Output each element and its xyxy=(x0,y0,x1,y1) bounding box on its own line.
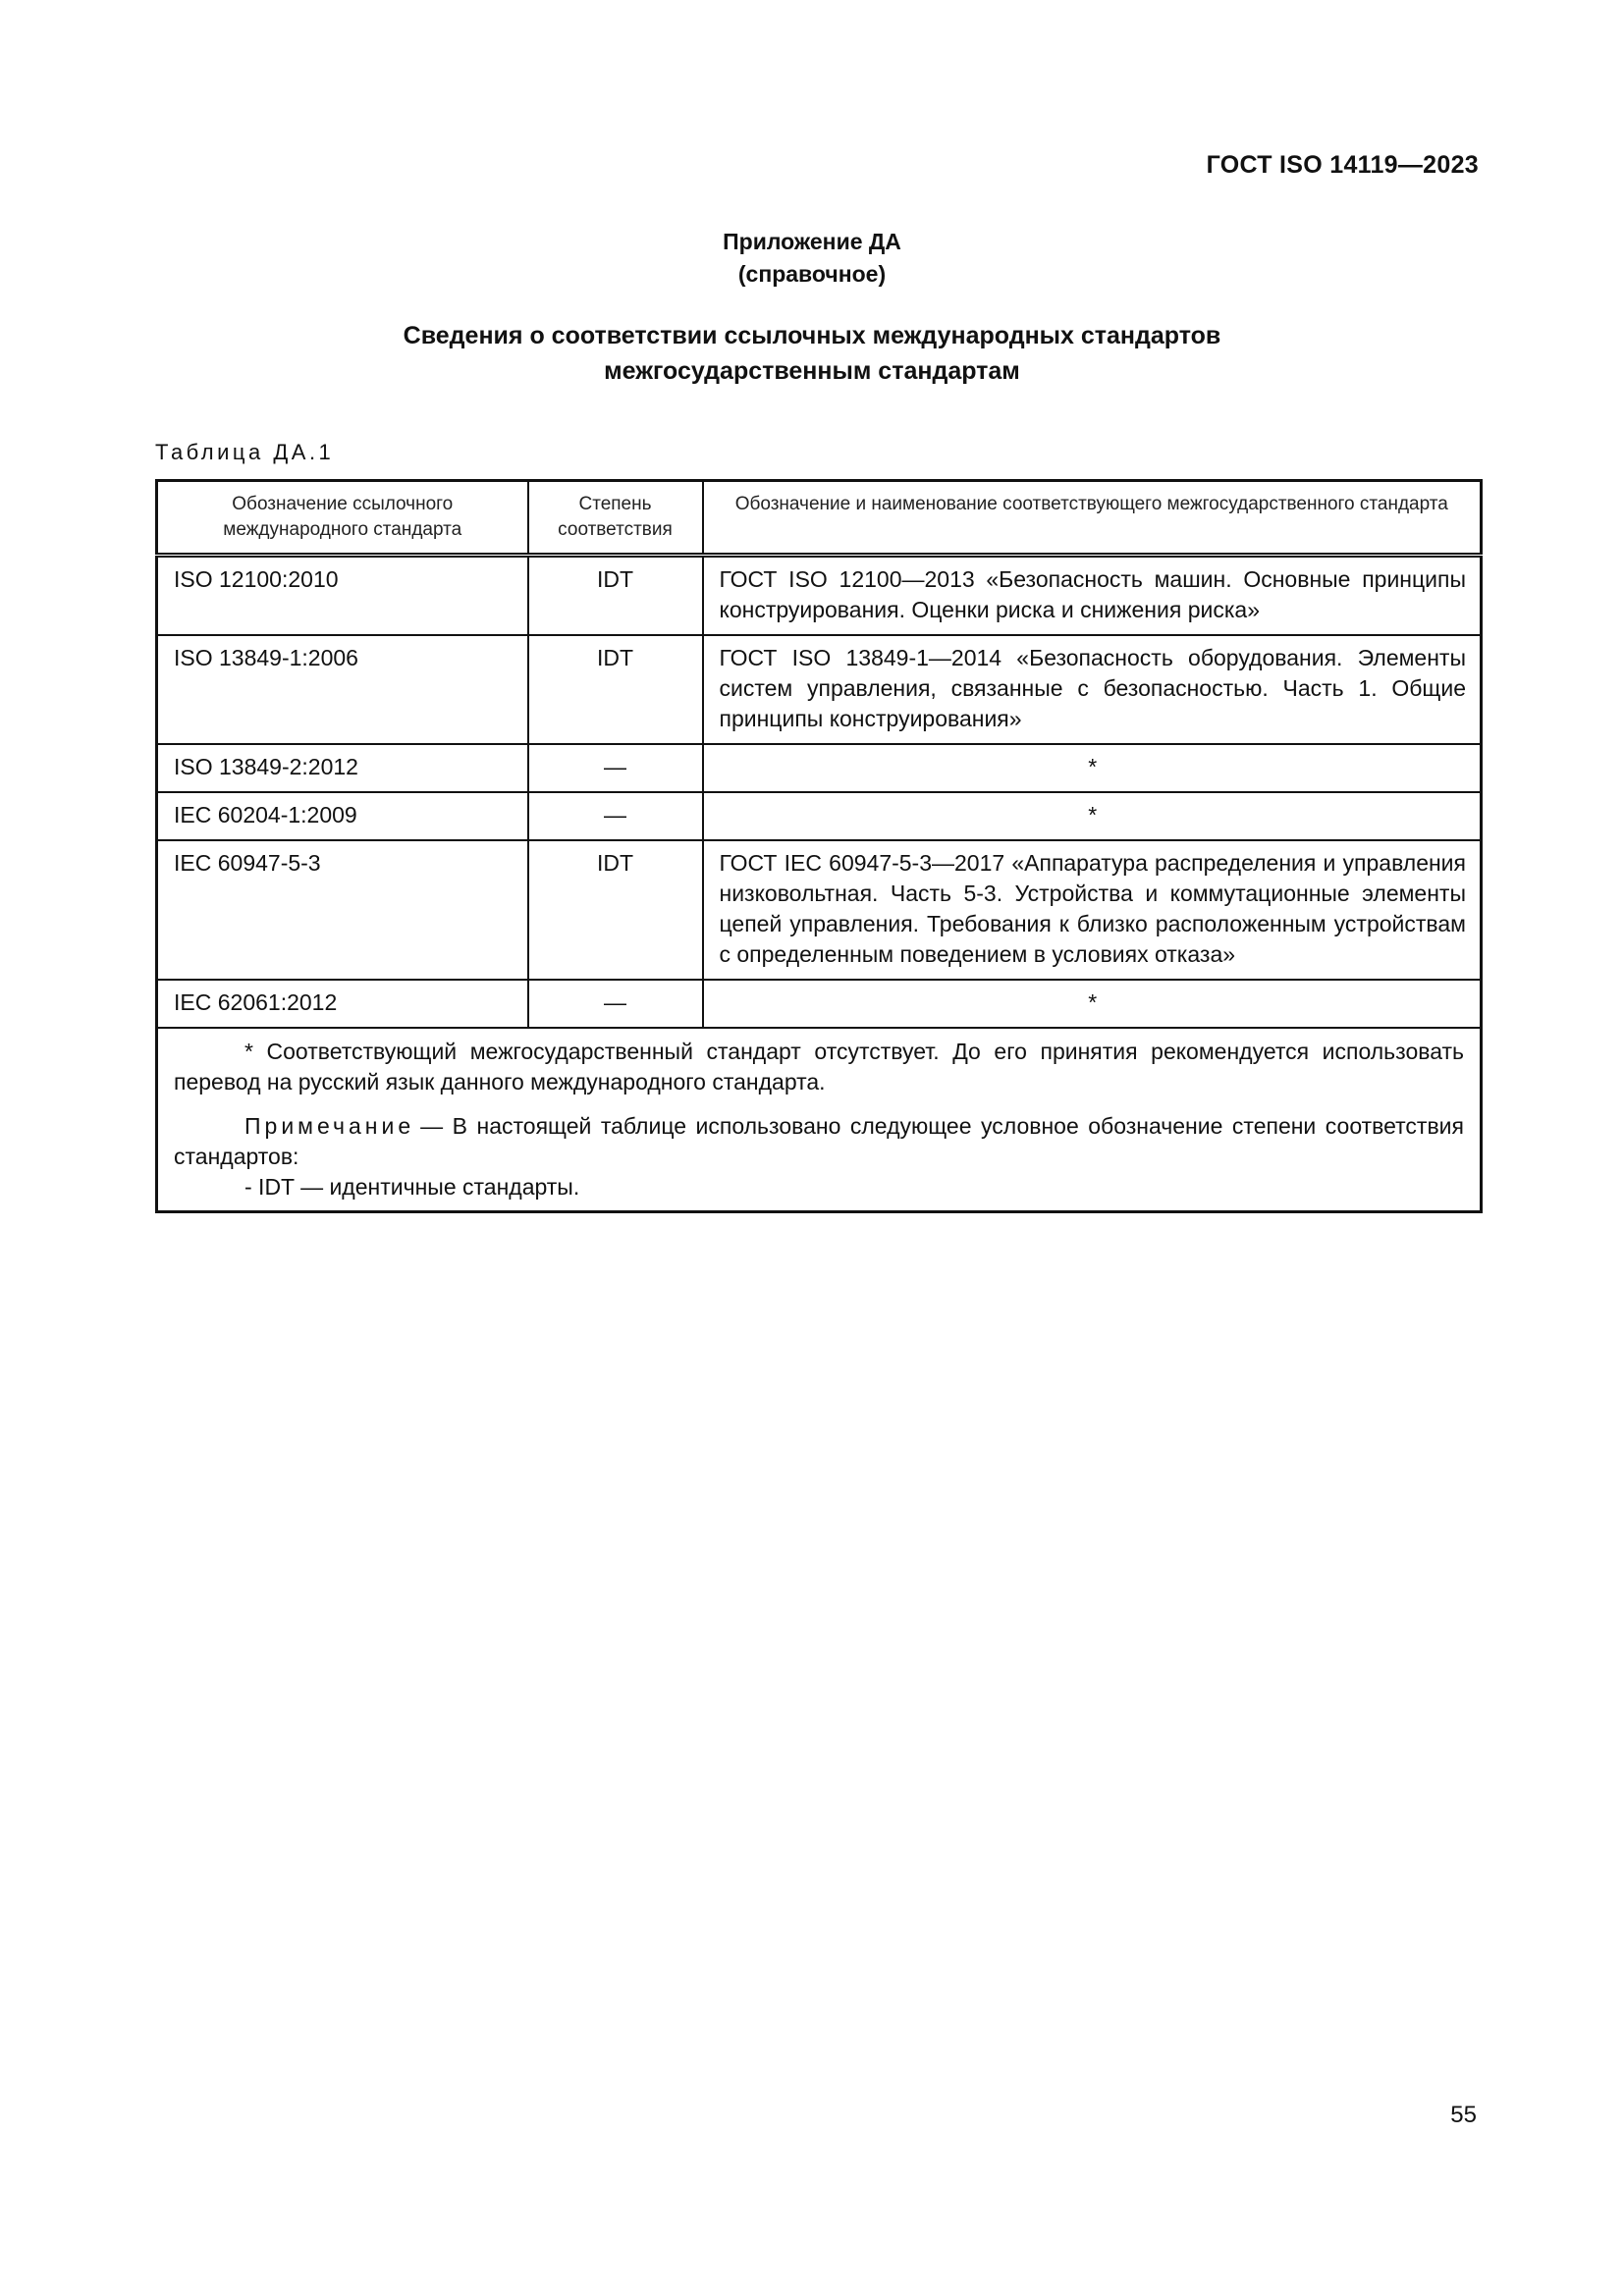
cell-reference: IEC 60947-5-3 xyxy=(157,840,528,980)
cell-degree: IDT xyxy=(528,635,703,744)
correspondence-table-wrapper xyxy=(155,479,1480,1213)
cell-reference: IEC 60204-1:2009 xyxy=(157,792,528,840)
document-id: ГОСТ ISO 14119—2023 xyxy=(1206,151,1479,179)
note-item: - IDT — идентичные стандарты. xyxy=(244,1174,580,1200)
column-header-reference: Обозначение ссылочного международного стандарта xyxy=(157,481,528,556)
cell-national: * xyxy=(703,744,1482,792)
column-header-national: Обозначение и наименование соответствующего межгосударственного стандарта xyxy=(703,481,1482,556)
cell-national: ГОСТ ISO 12100—2013 «Безопасность машин. Основные принципы конструирования. Оценки риска и снижения риска» xyxy=(703,556,1482,636)
table-header-row xyxy=(157,481,1482,556)
table-caption: Таблица ДА.1 xyxy=(155,440,335,464)
table-row xyxy=(157,980,1482,1028)
table-row xyxy=(157,840,1482,980)
cell-national: ГОСТ IEC 60947-5-3—2017 «Аппаратура распределения и управления низковольтная. Часть 5-3. Устройства и коммутационные элементы цепей управления. Требования к близко расположенным устройствам с определенным поведением в условиях отказа» xyxy=(703,840,1482,980)
table-row xyxy=(157,556,1482,636)
column-header-degree: Степень соответствия xyxy=(528,481,703,556)
note-text: — В настоящей таблице использовано следующее условное обозначение степени соответствия стандартов: xyxy=(174,1113,1464,1169)
page-number: 55 xyxy=(1450,2102,1477,2128)
table-row xyxy=(157,792,1482,840)
table-footer xyxy=(157,1028,1482,1212)
cell-degree: — xyxy=(528,980,703,1028)
section-title-line-2: межгосударственным стандартам xyxy=(604,357,1020,385)
note-label: Примечание xyxy=(244,1113,415,1139)
cell-national: ГОСТ ISO 13849-1—2014 «Безопасность оборудования. Элементы систем управления, связанные с безопасностью. Часть 1. Общие принципы конструирования» xyxy=(703,635,1482,744)
cell-national: * xyxy=(703,980,1482,1028)
cell-degree: IDT xyxy=(528,556,703,636)
annex-status: (справочное) xyxy=(737,261,887,287)
table-note xyxy=(174,1111,1464,1172)
annex-heading xyxy=(0,226,1624,291)
table-footnote: * Соответствующий межгосударственный стандарт отсутствует. До его принятия рекомендуется использовать перевод на русский язык данного международного стандарта. xyxy=(174,1039,1464,1095)
correspondence-table xyxy=(155,479,1483,1213)
cell-degree: IDT xyxy=(528,840,703,980)
cell-degree: — xyxy=(528,744,703,792)
cell-national: * xyxy=(703,792,1482,840)
table-row xyxy=(157,744,1482,792)
annex-title: Приложение ДА xyxy=(723,229,901,254)
section-title-line-1: Сведения о соответствии ссылочных международных стандартов xyxy=(403,322,1221,349)
table-row xyxy=(157,635,1482,744)
cell-reference: IEC 62061:2012 xyxy=(157,980,528,1028)
cell-reference: ISO 13849-2:2012 xyxy=(157,744,528,792)
cell-reference: ISO 13849-1:2006 xyxy=(157,635,528,744)
cell-degree: — xyxy=(528,792,703,840)
section-title xyxy=(0,318,1624,389)
cell-reference: ISO 12100:2010 xyxy=(157,556,528,636)
table-footer-row xyxy=(157,1028,1482,1212)
